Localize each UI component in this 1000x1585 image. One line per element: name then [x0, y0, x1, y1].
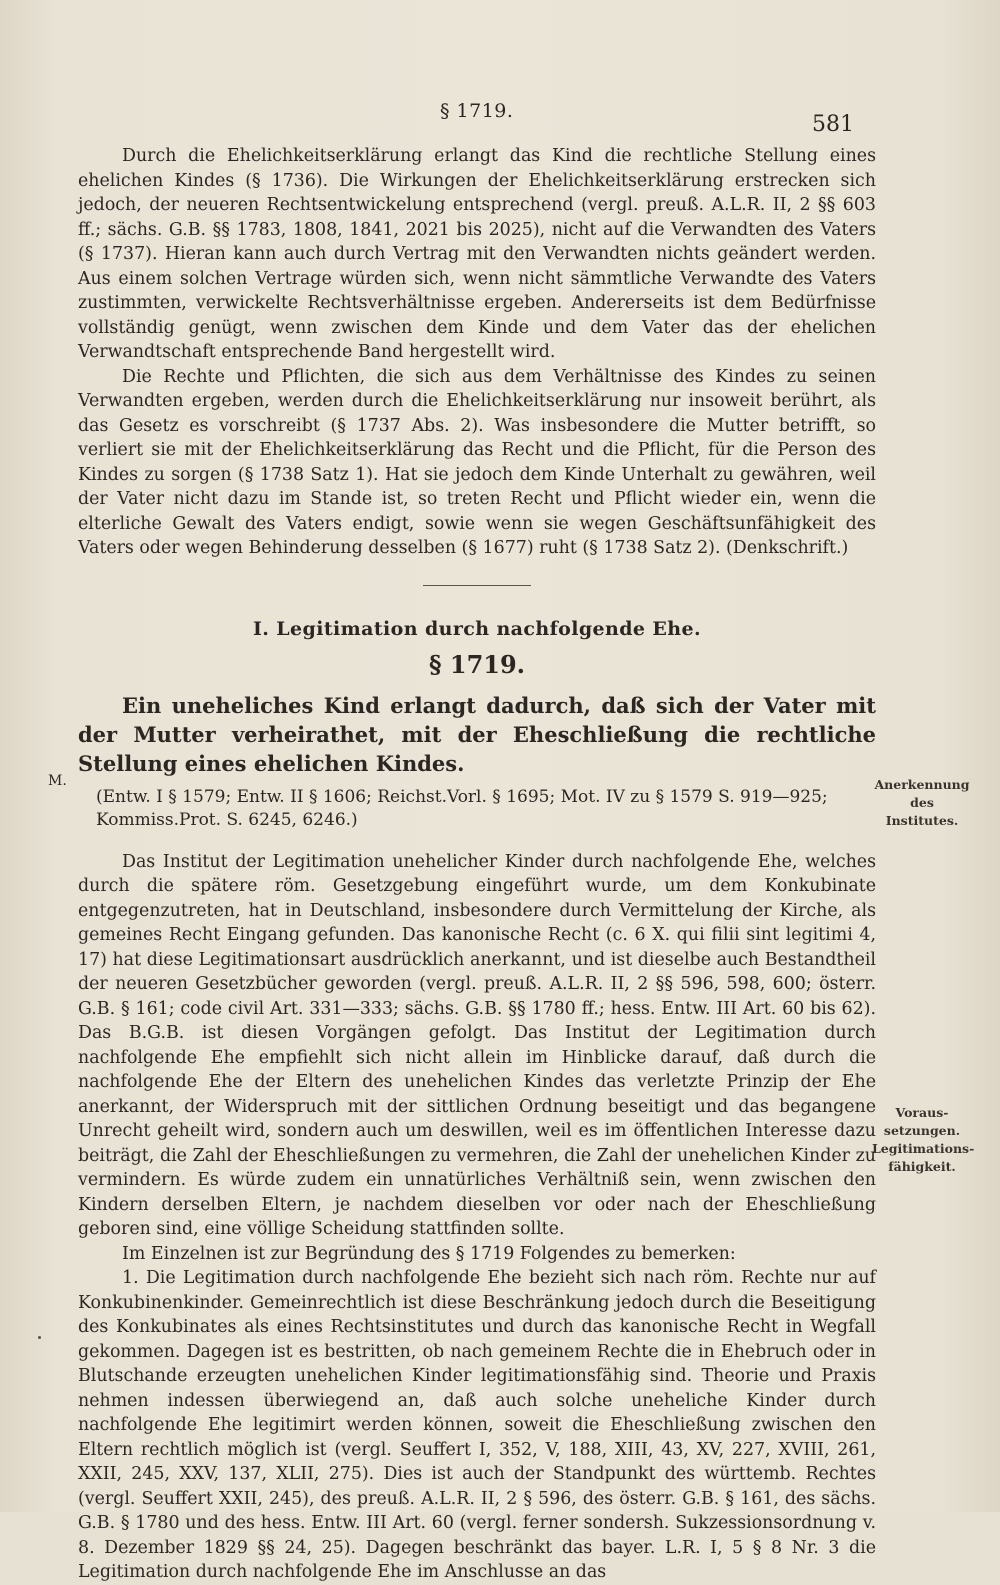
references-line: Kommiss.Prot. S. 6245, 6246.): [96, 809, 358, 830]
sidenote-line: des Institutes.: [885, 795, 959, 828]
legislative-references: [96, 786, 876, 832]
statute-text: Ein uneheliches Kind erlangt dadurch, daß sich der Vater mit der Mutter verheirathet, mit der Eheschließung die rechtliche Stellung eines ehelichen Kindes.: [78, 692, 876, 776]
running-header-section: § 1719.: [440, 100, 514, 122]
paragraph-ehelichkeitserklaerung: Durch die Ehelichkeitserklärung erlangt das Kind die rechtliche Stellung eines ehelichen Kindes (§ 1736). Die Wirkungen der Ehelichkeitserklärung erstrecken sich jedoch, der neueren Rechtsentwickelung entsprechend (vergl. preuß. A.L.R. II, 2 §§ 603 ff.; sächs. G.B. §§ 1783, 1808, 1841, 2021 bis 2025), nicht auf die Verwandten des Vaters (§ 1737). Hieran kann auch durch Vertrag mit den Verwandten nichts geändert werden. Aus einem solchen Vertrage würden sich, wenn nicht sämmtliche Verwandte des Vaters zustimmten, verwickelte Rechtsverhältnisse ergeben. Andererseits ist dem Bedürfnisse vollständig genügt, wenn zwischen dem Kinde und dem Vater das der ehelichen Verwandtschaft entsprechende Band hergestellt wird.: [78, 146, 876, 362]
section-heading: I. Legitimation durch nachfolgende Ehe.: [252, 617, 702, 640]
sidenote-line: Voraus-: [895, 1105, 949, 1120]
main-text: [78, 144, 876, 1585]
sidenote-anerkennung: [872, 776, 972, 830]
paragraph-institut: Das Institut der Legitimation unehelicher Kinder durch nachfolgende Ehe, welches durch die spätere röm. Gesetzgebung eingeführt wurde, um dem Konkubinate entgegenzutreten, hat in Deutschland, insbesondere durch Vermittelung der Kirche, als gemeines Recht Eingang gefunden. Das kanonische Recht (c. 6 X. qui filii sint legitimi 4, 17) hat diese Legitimationsart ausdrücklich anerkannt, und ist dieselbe auch Bestandtheil der neueren Gesetzbücher geworden (vergl. preuß. A.L.R. II, 2 §§ 596, 598, 600; österr. G.B. § 161; code civil Art. 331—333; sächs. G.B. §§ 1780 ff.; hess. Entw. III Art. 60 bis 62). Das B.G.B. ist diesen Vorgängen gefolgt. Das Institut der Legitimation durch nachfolgende Ehe empfiehlt sich nicht allein im Hinblicke darauf, daß durch die nachfolgende Ehe der Eltern des unehelichen Kindes das verletzte Prinzip der Ehe anerkannt, der Widerspruch mit der sittlichen Ordnung beseitigt und das begangene Unrecht geheilt wird, sondern auch um deswillen, weil es im öffentlichen Interesse dazu beiträgt, die Zahl der Eheschließungen zu vermehren, die Zahl der unehelichen Kinder zu vermindern. Es würde zudem ein unnatürliches Verhältniß sein, wenn zwischen den Kindern derselben Eltern, je nachdem dieselben vor oder nach der Eheschließung geboren sind, eine völlige Scheidung stattfinden sollte.: [78, 851, 876, 1239]
sidenote-line: Anerkennung: [874, 777, 970, 792]
paragraph-einzelnen: Im Einzelnen ist zur Begründung des § 1719 Folgendes zu bemerken:: [122, 1243, 736, 1264]
margin-marker-m: M.: [48, 773, 67, 789]
page-number: 581: [812, 112, 854, 137]
sidenote-line: setzungen.: [883, 1123, 961, 1138]
references-line: (Entw. I § 1579; Entw. II § 1606; Reichst.Vorl. § 1695; Mot. IV zu § 1579 S. 919—925;: [96, 786, 828, 807]
paragraph-rechte-pflichten: Die Rechte und Pflichten, die sich aus dem Verhältnisse des Kindes zu seinen Verwandten ergeben, werden durch die Ehelichkeitserklärung nur insoweit berührt, als das Gesetz es vorschreibt (§ 1737 Abs. 2). Was insbesondere die Mutter betrifft, so verliert sie mit der Ehelichkeitserklärung das Recht und die Pflicht, für die Person des Kindes zu sorgen (§ 1738 Satz 1). Hat sie jedoch dem Kinde Unterhalt zu gewähren, weil der Vater nicht dazu im Stande ist, so treten Recht und Pflicht wieder ein, wenn die elterliche Gewalt des Vaters endigt, sowie wenn sie wegen Geschäftsunfähigkeit des Vaters oder wegen Behinderung desselben (§ 1677) ruht (§ 1738 Satz 2). (Denkschrift.): [78, 366, 876, 558]
paper-speck: [38, 1336, 41, 1339]
section-divider: [423, 585, 531, 586]
section-number: § 1719.: [428, 649, 526, 679]
sidenote-voraussetzungen: [872, 1104, 975, 1176]
paragraph-point-1: 1. Die Legitimation durch nachfolgende Ehe bezieht sich nach röm. Rechte nur auf Konkubinenkinder. Gemeinrechtlich ist diese Beschränkung jedoch durch die Beseitigung des Konkubinates als eines Rechtsinstitutes und durch das kanonische Recht in Wegfall gekommen. Dagegen ist es bestritten, ob nach gemeinem Rechte die in Ehebruch oder in Blutschande erzeugten unehelichen Kinder legitimationsfähig sind. Theorie und Praxis nehmen indessen überwiegend an, daß auch solche uneheliche Kinder durch nachfolgende Ehe legitimirt werden können, soweit die Eheschließung zwischen den Eltern rechtlich möglich ist (vergl. Seuffert I, 352, V, 188, XIII, 43, XV, 227, XVIII, 261, XXII, 245, XXV, 137, XLII, 275). Dies ist auch der Standpunkt des württemb. Rechtes (vergl. Seuffert XXII, 245), des preuß. A.L.R. II, 2 § 596, des österr. G.B. § 161, des sächs. G.B. § 1780 und des hess. Entw. III Art. 60 (vergl. ferner sondersh. Sukzessionsordnung v. 8. Dezember 1829 §§ 24, 25). Dagegen beschränkt das bayer. L.R. I, 5 § 8 Nr. 3 die Legitimation durch nachfolgende Ehe im Anschlusse an das: [78, 1268, 876, 1582]
sidenote-line: fähigkeit.: [888, 1159, 956, 1174]
sidenote-line: Legitimations-: [872, 1141, 975, 1156]
